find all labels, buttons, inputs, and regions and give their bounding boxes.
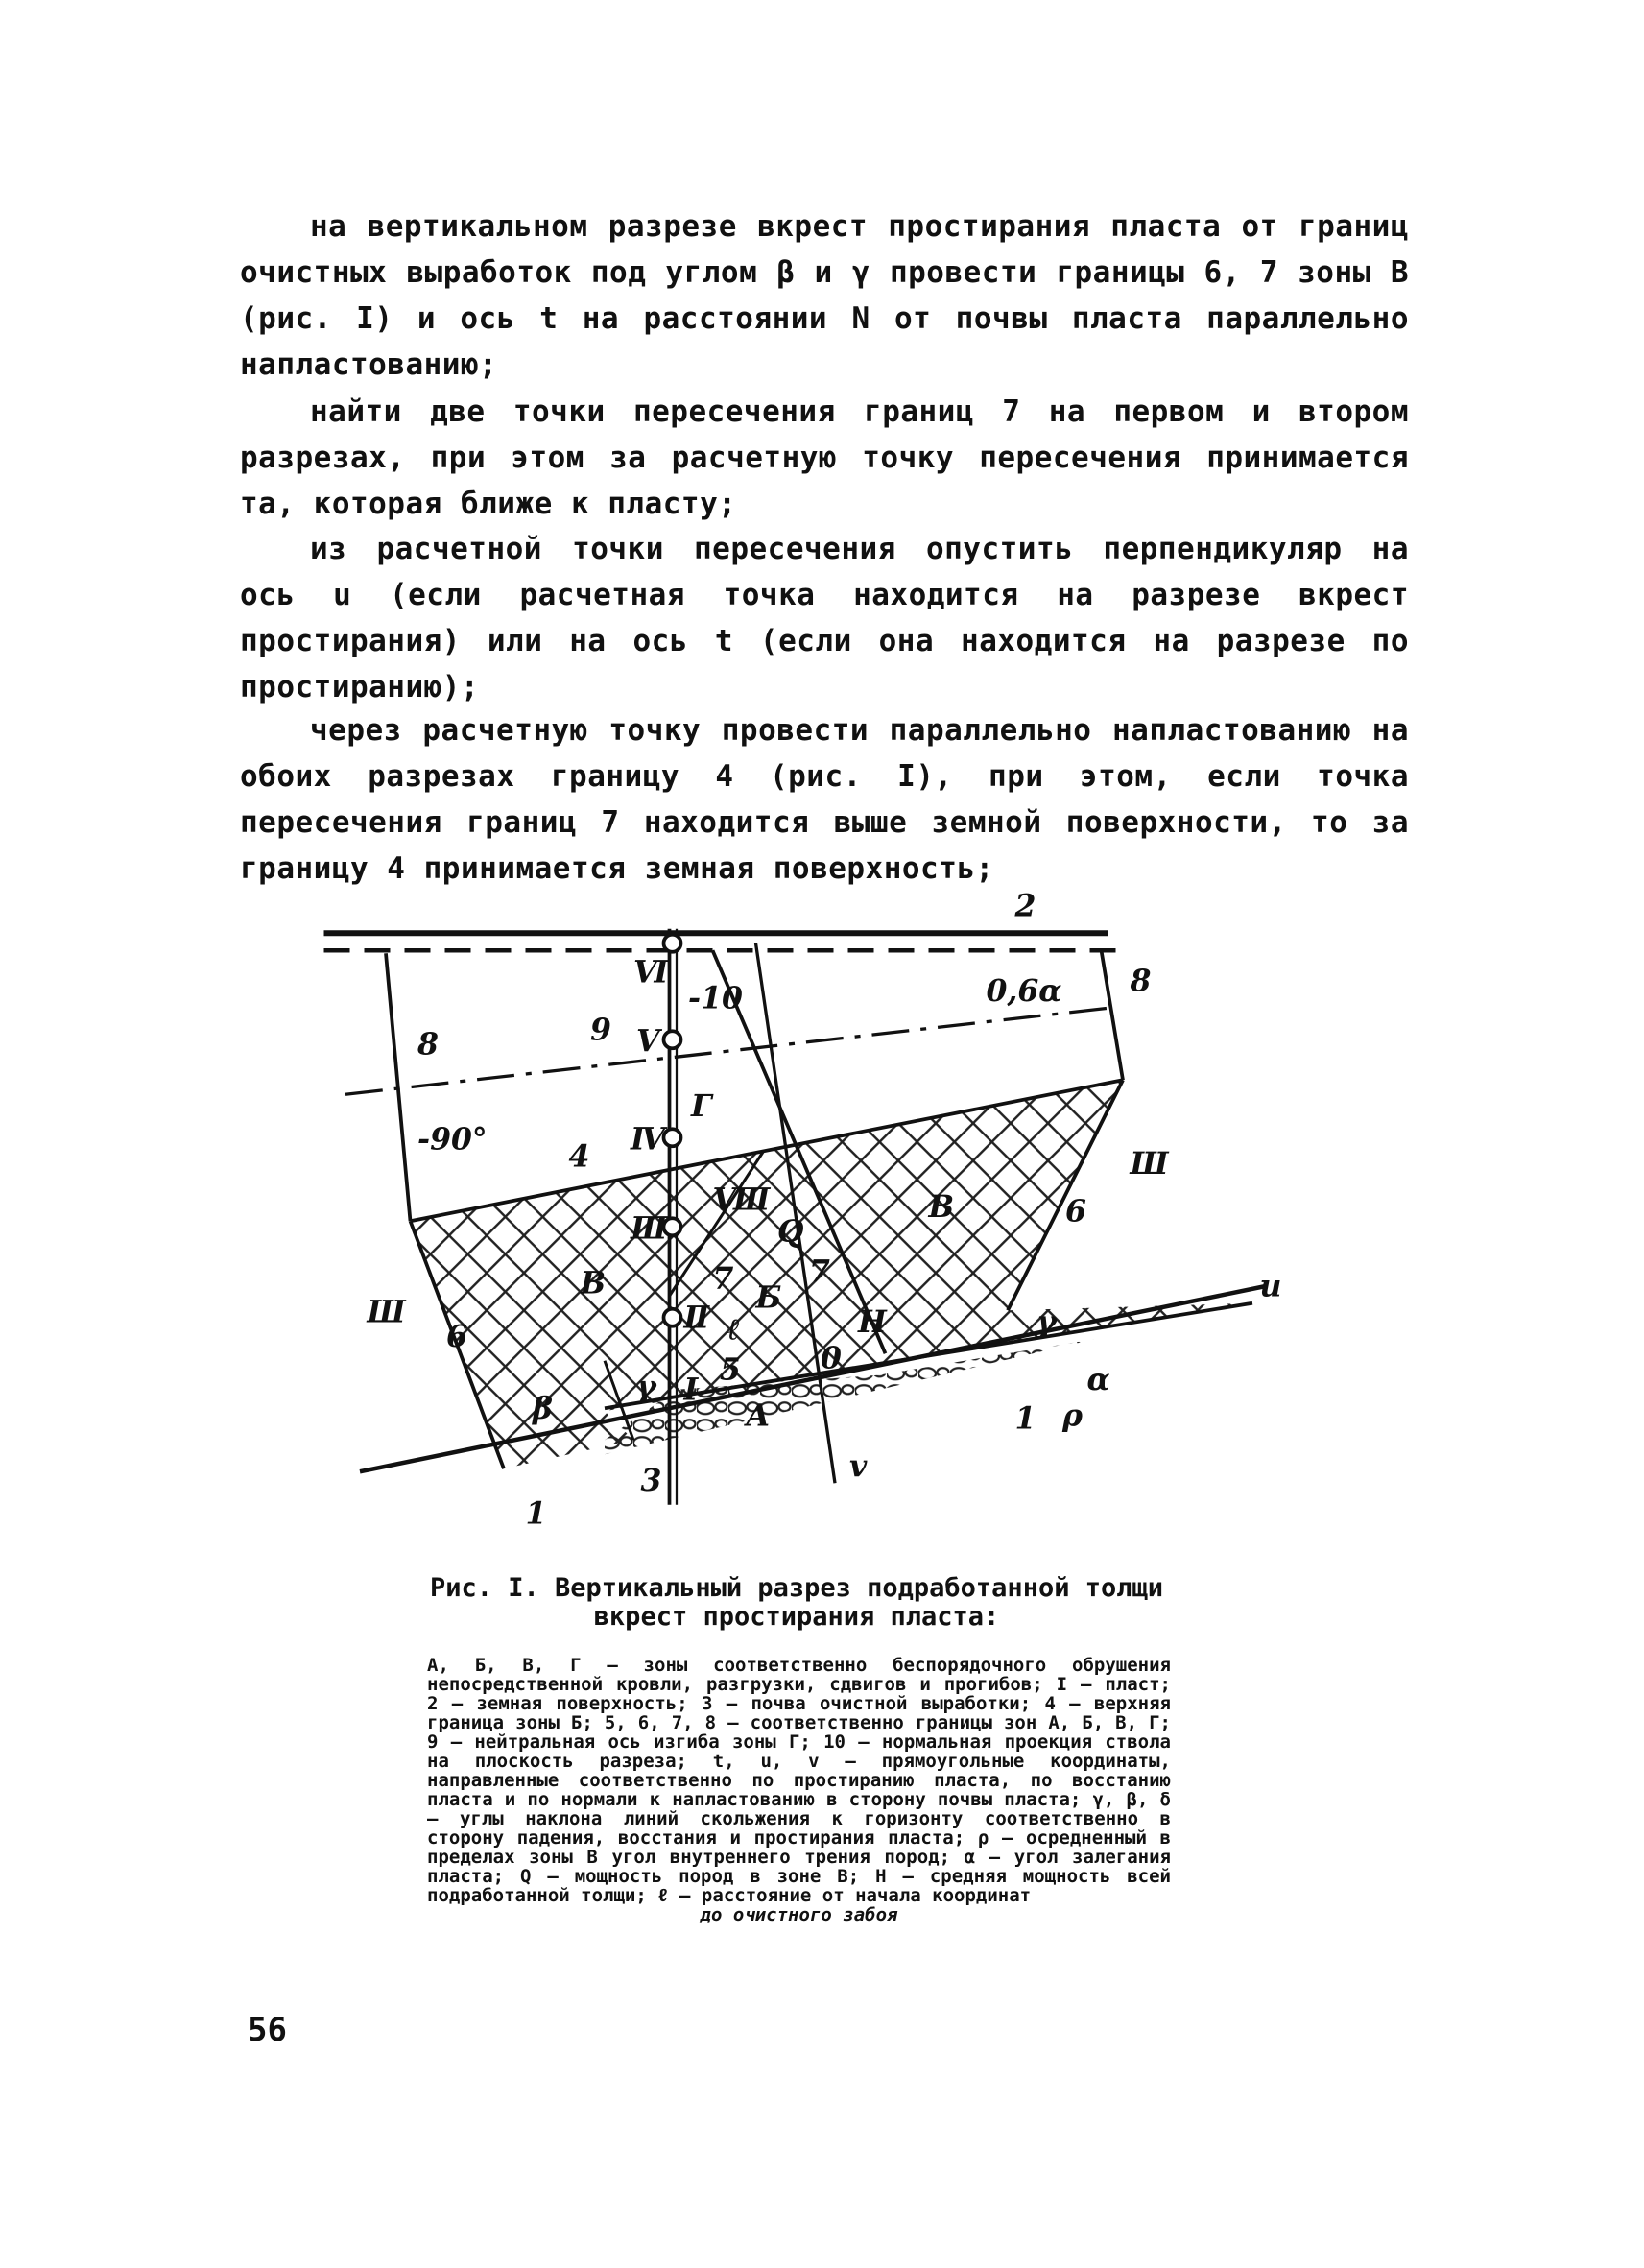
label-i: Ⅰ	[683, 1372, 699, 1408]
label-u: u	[1259, 1268, 1282, 1304]
label-6-right: 6	[1065, 1193, 1086, 1229]
label-h: Н	[858, 1303, 887, 1340]
label-rho: ρ	[1062, 1397, 1083, 1434]
figure-caption-legend	[427, 1656, 1171, 1924]
label-v-axis: v	[849, 1447, 868, 1484]
label-g: Г	[691, 1087, 712, 1124]
figure-caption-title: Рис. I. Вертикальный разрез подработанной толщи вкрест простирания пласта:	[429, 1573, 1163, 1632]
label-a: А	[746, 1397, 771, 1434]
label-q: Q	[777, 1213, 804, 1250]
point-vi	[664, 935, 681, 952]
paragraph-4: через расчетную точку провести параллельно напластованию на обоих разрезах границу 4 (рис. I), при этом, если точка пересечения границ 7 находится выше земной поверхности, то за границу 4 принимается земная поверхность;	[240, 713, 1409, 886]
label-viii: Ⅷ	[712, 1182, 771, 1218]
paragraph-1: на вертикальном разрезе вкрест простирания пласта от границ очистных выработок под углом β и γ провести границы 6, 7 зоны В (рис. I) и ось t на расстоянии N от почвы пласта параллельно напластованию;	[240, 209, 1409, 382]
paragraph-3: из расчетной точки пересечения опустить перпендикуляр на ось u (если расчетная точка находится на разрезе вкрест простирания) или на ось t (если она находится на разрезе по простиранию);	[240, 532, 1409, 704]
label-iii-left: Ш	[367, 1294, 406, 1330]
label-6-left: 6	[446, 1318, 467, 1354]
label-ii: Ⅱ	[683, 1300, 710, 1336]
boundary-8-right	[1102, 950, 1124, 1080]
label-v-right: В	[928, 1188, 955, 1225]
label-8-left: 8	[417, 1026, 439, 1062]
label-7-left: 7	[712, 1260, 734, 1297]
label-gamma-right: γ	[1036, 1303, 1057, 1340]
label-alpha: α	[1086, 1361, 1110, 1397]
label-5: 5	[720, 1351, 741, 1388]
label-06a: 0,6α	[986, 972, 1062, 1009]
neutral-axis-9	[345, 1008, 1108, 1094]
label-1-left: 1	[525, 1495, 547, 1532]
label-b: Б	[755, 1279, 782, 1316]
label-iii-right: Ш	[1130, 1145, 1169, 1182]
label-l: ℓ	[727, 1311, 740, 1348]
point-ii	[664, 1309, 681, 1326]
caption-legend-last-line: до очистного забоя	[700, 1904, 898, 1925]
label-10: -10	[688, 980, 743, 1016]
label-iii: Ⅲ	[631, 1210, 668, 1247]
label-8-right: 8	[1130, 963, 1152, 999]
label-7-mid: 7	[809, 1253, 830, 1290]
label-gamma-left: γ	[636, 1369, 656, 1405]
paragraph-2: найти две точки пересечения границ 7 на первом и втором разрезах, при этом за расчетную точку пересечения принимается та, которая ближе к пласту;	[240, 394, 1409, 521]
label-vi: Ⅵ	[633, 954, 669, 991]
page-number: 56	[248, 2011, 287, 2049]
point-v	[664, 1031, 681, 1048]
point-iv	[664, 1129, 681, 1146]
caption-legend-text: А, Б, В, Г – зоны соответственно беспорядочного обрушения непосредственной кровли, разгрузки, сдвигов и прогибов; I – пласт; 2 – земная поверхность; 3 – почва очистной выработки; 4 – верхняя граница зоны Б; 5, 6, 7, 8 – соответственно границы зон А, Б, В, Г; 9 – нейтральная ось изгиба зоны Г; 10 – нормальная проекция ствола на плоскость разреза; t, u, v – прямоугольные координаты, направленные соответственно по простиранию пласта, по восстанию пласта и по нормали к напластованию в сторону почвы пласта; γ, β, δ – углы наклона линий скольжения к горизонту соответственно в сторону падения, восстания и простирания пласта; ρ – осредненный в пределах зоны В угол внутреннего трения пород; α – угол залегания пласта; Q – мощность пород в зоне В; H – средняя мощность всей подработанной толщи; ℓ – расстояние от начала координат	[427, 1655, 1171, 1906]
label-3: 3	[640, 1462, 662, 1498]
label-4: 4	[568, 1138, 590, 1175]
label-iv: Ⅳ	[631, 1121, 665, 1158]
label-v: Ⅴ	[636, 1023, 660, 1060]
label-9: 9	[590, 1012, 611, 1048]
label-1-right: 1	[1014, 1400, 1036, 1437]
label-90: -90°	[417, 1121, 488, 1158]
label-beta: β	[533, 1390, 553, 1426]
label-0: 0	[821, 1340, 842, 1376]
label-v-left: В	[580, 1265, 607, 1301]
label-2: 2	[1014, 888, 1036, 924]
